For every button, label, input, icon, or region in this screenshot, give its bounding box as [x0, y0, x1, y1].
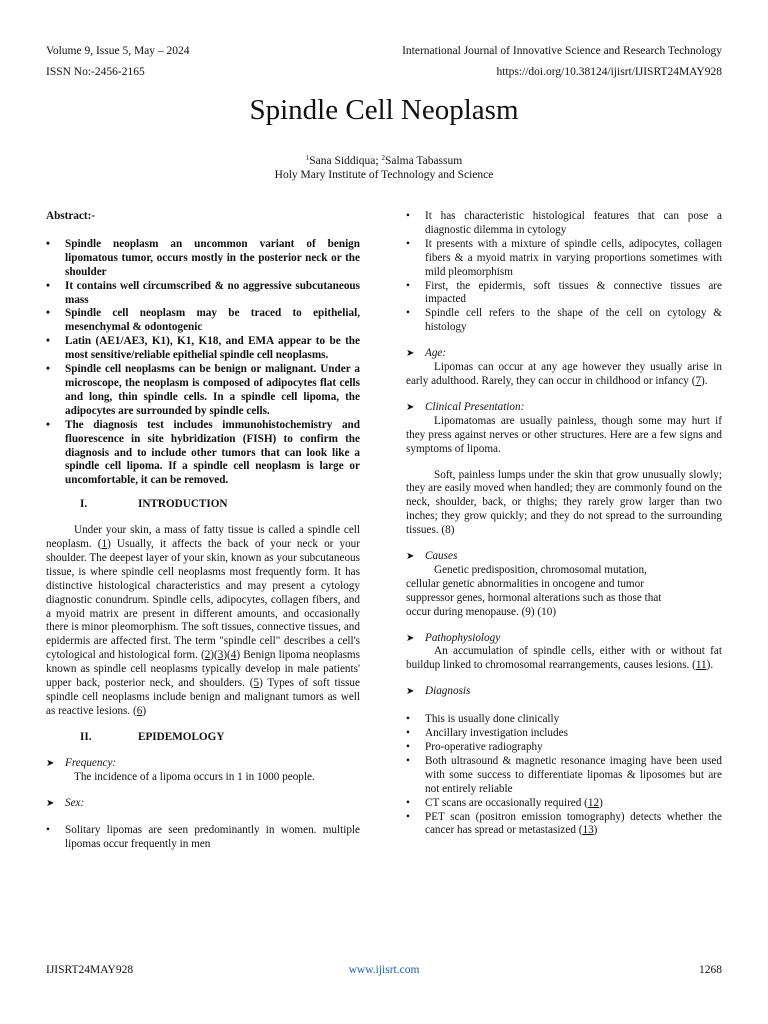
pathophysiology-paragraph: An accumulation of spindle cells, either with or without fat buildup linked to chromosomal rearrangements, causes lesions. (11).	[406, 645, 722, 672]
arrow-icon: ➤	[406, 551, 415, 563]
abstract-item: • It contains well circumscribed & no aggressive subcutaneous mass	[46, 280, 360, 308]
citation-link[interactable]: 3	[217, 649, 224, 662]
characteristic-item: • It presents with a mixture of spindle cells, adipocytes, collagen fibers & a myoid matrix in varying proportions sometimes with mild pleomorphism	[406, 238, 722, 280]
introduction-paragraph: Under your skin, a mass of fatty tissue is called a spindle cell neoplasm. (1) Usually, it affects the back of your neck or your shoulder. The deepest layer of your skin, known as your subcutaneous tissue, is where spindle cell neoplasms most frequently form. It has distinctive histological characteristics and may present a cytology diagnostic conundrum. Spindle cells, adipocytes, collagen fibers, and a myoid matrix are present in different amounts, and occasionally there is minor pleomorphism. The soft tissues, connective tissues, and epidermis are affected first. The term "spindle cell" describes a cell's cytological and histological form. (2)(3)(4) Benign lipoma neoplasms known as spindle cell neoplasms typically develop in male patients' upper back, posterior neck, and shoulders. (5) Types of soft tissue spindle cell neoplasms include benign and malignant tumors as well as reactive lesions. (6)	[46, 524, 360, 717]
section-heading-epidemology	[46, 731, 360, 745]
abstract-item: • Spindle cell neoplasm may be traced to epithelial, mesenchymal & odontogenic	[46, 307, 360, 335]
characteristics-list	[406, 210, 722, 335]
arrow-icon: ➤	[46, 757, 55, 769]
diagnosis-item: • CT scans are occasionally required (12)	[406, 797, 722, 811]
author-1-affiliation-mark: 1	[305, 154, 310, 162]
page-number: 1268	[699, 964, 722, 976]
right-column	[406, 210, 722, 838]
arrow-icon: ➤	[406, 686, 415, 698]
footer-article-id: IJISRT24MAY928	[46, 964, 134, 976]
abstract-item: • Latin (AE1/AE3, K1), K1, K18, and EMA appear to be the most sensitive/reliable epithelial spindle cell neoplasms.	[46, 335, 360, 363]
causes-subheading: ➤ Causes	[406, 550, 458, 563]
section-number: II.	[80, 730, 92, 743]
age-subheading: ➤ Age:	[406, 347, 447, 360]
citation-link[interactable]: 6	[136, 704, 143, 717]
arrow-icon: ➤	[46, 797, 55, 809]
frequency-subheading: ➤ Frequency:	[46, 756, 117, 769]
author-1: Sana Siddiqua;	[309, 155, 382, 167]
pathophysiology-subheading: ➤ Pathophysiology	[406, 631, 501, 644]
citation-link[interactable]: 5	[253, 677, 260, 690]
diagnosis-list	[406, 713, 722, 838]
abstract-heading: Abstract:-	[46, 210, 96, 222]
clinical-paragraph: Lipomatomas are usually painless, though some may hurt if they press against nerves or other structures. Here are a few signs and symptoms of lipoma.	[406, 414, 722, 455]
sex-item: • Solitary lipomas are seen predominantly in women. multiple lipomas occur frequently in men	[46, 824, 360, 852]
issn: ISSN No:-2456-2165	[46, 66, 145, 78]
citation-link[interactable]: 7	[695, 374, 702, 387]
left-column	[46, 210, 360, 852]
clinical-subheading: ➤ Clinical Presentation:	[406, 400, 525, 413]
paper-title: Spindle Cell Neoplasm	[249, 94, 519, 126]
author-2-affiliation-mark: 2	[381, 154, 385, 162]
arrow-icon: ➤	[406, 401, 415, 413]
characteristic-item: • Spindle cell refers to the shape of the cell on cytology & histology	[406, 307, 722, 335]
affiliation: Holy Mary Institute of Technology and Science	[274, 169, 494, 181]
diagnosis-item: • This is usually done clinically	[406, 713, 722, 727]
diagnosis-subheading: ➤ Diagnosis	[406, 685, 471, 698]
arrow-icon: ➤	[406, 348, 415, 360]
journal-name: International Journal of Innovative Science and Research Technology	[402, 45, 722, 57]
abstract-item: • The diagnosis test includes immunohistochemistry and fluorescence in site hybridization (FISH) to confirm the diagnosis and to include other tumors that can look like a spindle cell lipoma. If a spindle cell neoplasm is large or uncomfortable, it can be removed.	[46, 419, 360, 489]
sex-list	[46, 824, 360, 852]
diagnosis-item: • Pro-operative radiography	[406, 741, 722, 755]
doi-link[interactable]: https://doi.org/10.38124/ijisrt/IJISRT24MAY928	[496, 66, 722, 78]
citation-link[interactable]: 11	[695, 659, 707, 672]
characteristic-item: • It has characteristic histological features that can pose a diagnostic dilemma in cytology	[406, 210, 722, 238]
sex-subheading: ➤ Sex:	[46, 796, 85, 809]
frequency-text: The incidence of a lipoma occurs in 1 in 1000 people.	[74, 770, 315, 783]
citation-link[interactable]: 2	[204, 649, 211, 662]
author-2: Salma Tabassum	[384, 155, 463, 167]
diagnosis-item: • PET scan (positron emission tomography) detects whether the cancer has spread or metastasized (13)	[406, 811, 722, 839]
authors	[0, 154, 768, 168]
characteristic-item: • First, the epidermis, soft tissues & connective tissues are impacted	[406, 280, 722, 308]
symptoms-paragraph: Soft, painless lumps under the skin that grow unusually slowly; they are easily moved when handled; they are commonly found on the neck, shoulder, back, or thighs; they rarely grow larger than two inches; they grow quickly; and they do not spread to the surrounding tissues. (8)	[406, 468, 722, 537]
age-paragraph: Lipomas can occur at any age however they usually arise in early adulthood. Rarely, they can occur in childhood or infancy (7).	[406, 361, 722, 387]
abstract-list	[46, 238, 360, 488]
citation-link[interactable]: 4	[230, 649, 237, 662]
diagnosis-item: • Both ultrasound & magnetic resonance imaging have been used with some success to differentiate lipomas & liposomes but are not entirely reliable	[406, 755, 722, 797]
section-number: I.	[80, 498, 88, 511]
citation-link[interactable]: 13	[582, 824, 594, 837]
abstract-item: • Spindle cell neoplasms can be benign or malignant. Under a microscope, the neoplasm is composed of adipocytes flat cells and long, thin spindle cells. In a spindle cell lipoma, the adipocytes are surrounded by spindle cells.	[46, 363, 360, 419]
causes-paragraph: Genetic predisposition, chromosomal mutation, cellular genetic abnormalities in oncogene and tumor suppressor genes, hormonal alterations such as those that occur during menopause. (9) (10)	[406, 563, 662, 618]
arrow-icon: ➤	[406, 632, 415, 644]
footer-website	[0, 963, 768, 977]
citation-link[interactable]: 12	[587, 796, 600, 809]
citation-link[interactable]: 1	[101, 538, 108, 551]
website-link[interactable]: www.ijisrt.com	[348, 964, 420, 976]
abstract-item: • Spindle neoplasm an uncommon variant of benign lipomatous tumor, occurs mostly in the posterior neck or the shoulder	[46, 238, 360, 280]
section-title: EPIDEMOLOGY	[138, 730, 225, 743]
diagnosis-item: • Ancillary investigation includes	[406, 727, 722, 741]
section-heading-introduction	[46, 498, 360, 512]
volume-issue: Volume 9, Issue 5, May – 2024	[46, 45, 190, 57]
section-title: INTRODUCTION	[138, 498, 228, 511]
